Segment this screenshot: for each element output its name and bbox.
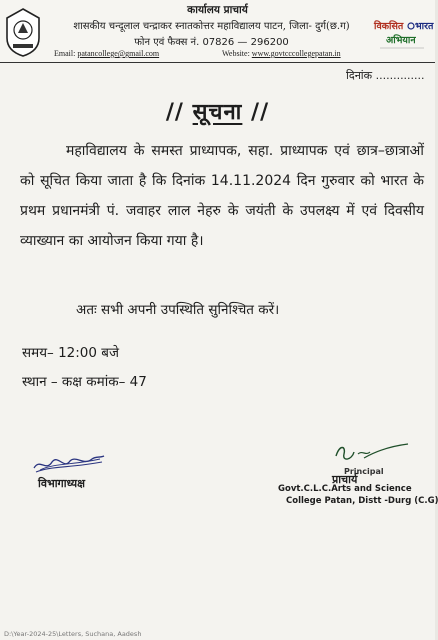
notice-title [0,96,435,126]
hod-signature-icon [30,450,106,476]
hod-label: विभागाध्यक्ष [38,477,85,490]
logo-text-bharat: भारत [415,21,434,32]
title-text: सूचना [192,100,243,125]
letterhead [0,0,435,63]
title-slashes-right: // [251,100,270,125]
institution-line-1: Govt.C.L.C.Arts and Science [278,484,412,494]
notice-paragraph: महाविद्यालय के समस्त प्राध्यापक, सहा. प्राध्यापक एवं छात्र–छात्राओं को सूचित किया जाता है कि दिनांक 14.11.2024 दिन गुरुवार को भारत के प्रथम प्रधानमंत्री पं. जवाहर लाल नेहरु के जयंती के उपलक्ष्य में एवं दिवसीय व्याख्यान का आयोजन किया गया है। [20,143,424,249]
venue-line: स्थान – कक्ष कमांक– 47 [22,374,147,390]
institution-line-2: College Patan, Distt -Durg (C.G) [286,496,438,506]
college-name: शासकीय चन्दूलाल चन्द्राकर स्नातकोत्तर महाविद्यालय पाटन, जिला- दुर्ग(छ.ग) [73,21,350,32]
website-label: Website: [222,49,250,58]
email-label: Email: [54,49,76,58]
website-link[interactable]: www.govtcccollegepatan.in [251,49,341,58]
principal-english-label: Principal [344,467,384,476]
logo-text-abhiyan: अभियान [386,35,416,46]
title-slashes-left: // [165,100,184,125]
principal-signature-icon [328,440,410,466]
office-title: कार्यालय प्राचार्य [187,4,248,16]
logo-text-viksit: विकसित [374,21,404,32]
viksit-bharat-logo-icon [374,18,434,60]
email-link[interactable]: patancollege@gmail.com [77,49,160,58]
email-line [54,49,159,58]
website-line [222,49,341,58]
notice-body [20,136,424,256]
date-line: दिनांक .............. [346,69,425,82]
time-line: समय– 12:00 बजे [22,345,119,361]
instruction-line: अतः सभी अपनी उपस्थिति सुनिश्चित करें। [76,302,280,318]
principal-hindi-label: प्राचार्य [332,473,358,486]
footer-path: D:\Year-2024-25\Letters, Suchana, Aadesh [4,630,142,638]
phone-fax: फोन एवं फैक्स नं. 07826 — 296200 [134,37,289,48]
